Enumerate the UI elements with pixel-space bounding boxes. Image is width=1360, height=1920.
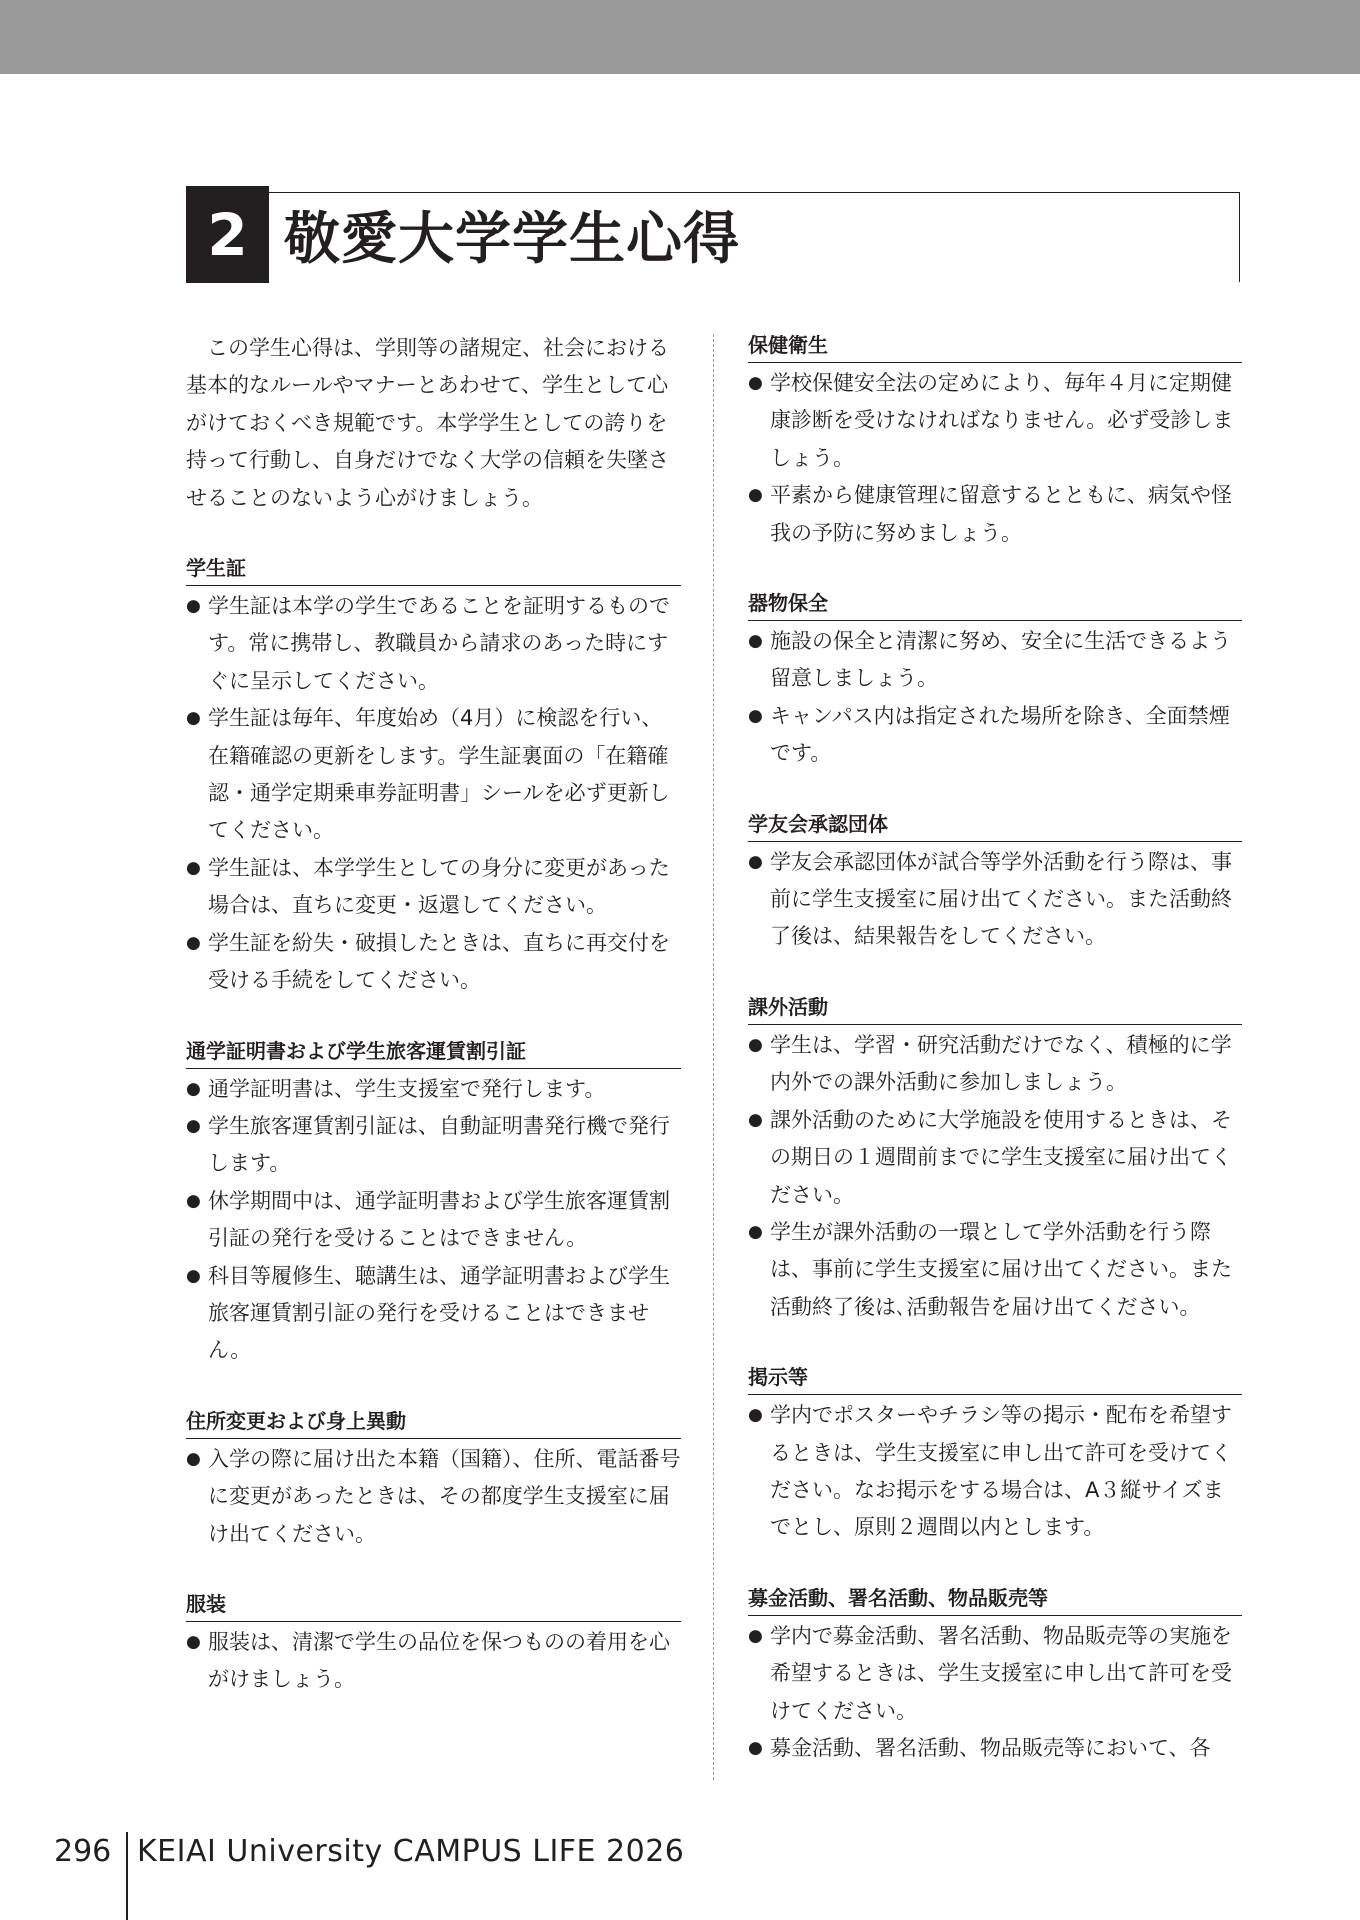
- section-heading: 掲示等: [748, 1362, 1242, 1395]
- column-divider: [713, 334, 714, 1780]
- section-heading: 課外活動: [748, 992, 1242, 1025]
- bullet-item: ● 募金活動、署名活動、物品販売等において、各: [748, 1730, 1242, 1767]
- section-heading: 器物保全: [748, 588, 1242, 621]
- bullet-list: [748, 844, 1242, 956]
- right-column: [748, 330, 1242, 1767]
- bullet-list: [186, 588, 681, 999]
- bullet-item: ● 学内でポスターやチラシ等の掲示・配布を希望するときは、学生支援室に申し出て許可を受けてください。なお掲示をする場合は、A３縦サイズまでとし、原則２週間以内とします。: [748, 1397, 1242, 1547]
- section: [748, 992, 1242, 1326]
- bullet-list: [748, 365, 1242, 552]
- bullet-list: [186, 1441, 681, 1553]
- section: [186, 1036, 681, 1370]
- bullet-item: ● 学生が課外活動の一環として学外活動を行う際は、事前に学生支援室に届け出てください。また活動終了後は､活動報告を届け出てください。: [748, 1214, 1242, 1326]
- bullet-list: [748, 1618, 1242, 1768]
- section: [748, 809, 1242, 956]
- intro-paragraph: この学生心得は、学則等の諸規定、社会における基本的なルールやマナーとあわせて、学生として心がけておくべき規範です。本学学生としての誇りを持って行動し、自身だけでなく大学の信頼を失墜させることのないよう心がけましょう。: [186, 336, 669, 510]
- bullet-item: ● 学生証を紛失・破損したときは、直ちに再交付を受ける手続をしてください。: [186, 925, 681, 1000]
- bullet-item: ● 学生は、学習・研究活動だけでなく、積極的に学内外での課外活動に参加しましょう。: [748, 1027, 1242, 1102]
- bullet-item: ● 学友会承認団体が試合等学外活動を行う際は、事前に学生支援室に届け出てください。また活動終了後は、結果報告をしてください。: [748, 844, 1242, 956]
- left-column: [186, 330, 681, 1699]
- bullet-item: ● 課外活動のために大学施設を使用するときは、その期日の１週間前までに学生支援室に届け出てください。: [748, 1102, 1242, 1214]
- bullet-item: ● 科目等履修生、聴講生は、通学証明書および学生旅客運賃割引証の発行を受けることはできません。: [186, 1258, 681, 1370]
- section-heading: 学生証: [186, 553, 681, 586]
- bullet-item: ● 平素から健康管理に留意するとともに、病気や怪我の予防に努めましょう。: [748, 477, 1242, 552]
- section-heading: 募金活動、署名活動、物品販売等: [748, 1583, 1242, 1616]
- bullet-item: ● 学校保健安全法の定めにより、毎年４月に定期健康診断を受けなければなりません。必ず受診しましょう。: [748, 365, 1242, 477]
- bullet-item: ● 学生証は毎年、年度始め（4月）に検認を行い、在籍確認の更新をします。学生証裏面の「在籍確認・通学定期乗車券証明書」シールを必ず更新してください。: [186, 700, 681, 850]
- bullet-list: [748, 623, 1242, 773]
- left-sections: [186, 553, 681, 1699]
- right-sections: [748, 330, 1242, 1767]
- section: [748, 588, 1242, 773]
- section-heading: 学友会承認団体: [748, 809, 1242, 842]
- publication-title: KEIAI University CAMPUS LIFE 2026: [137, 1834, 685, 1869]
- bullet-item: ● 学内で募金活動、署名活動、物品販売等の実施を希望するときは、学生支援室に申し出て許可を受けてください。: [748, 1618, 1242, 1730]
- bullet-item: ● キャンパス内は指定された場所を除き、全面禁煙です。: [748, 698, 1242, 773]
- section-heading: 住所変更および身上異動: [186, 1406, 681, 1439]
- section-heading: 服装: [186, 1589, 681, 1622]
- section: [186, 1589, 681, 1699]
- section: [748, 1362, 1242, 1547]
- bullet-item: ● 学生証は本学の学生であることを証明するものです。常に携帯し、教職員から請求のあった時にすぐに呈示してください。: [186, 588, 681, 700]
- bullet-list: [186, 1624, 681, 1699]
- bullet-list: [186, 1071, 681, 1370]
- bullet-list: [748, 1027, 1242, 1326]
- section: [186, 1406, 681, 1553]
- section: [748, 1583, 1242, 1768]
- section-heading: 通学証明書および学生旅客運賃割引証: [186, 1036, 681, 1069]
- bullet-item: ● 服装は、清潔で学生の品位を保つものの着用を心がけましょう。: [186, 1624, 681, 1699]
- page-title: 敬愛大学学生心得: [284, 207, 740, 272]
- footer-divider: [126, 1832, 128, 1920]
- bullet-item: ● 施設の保全と清潔に努め、安全に生活できるよう留意しましょう。: [748, 623, 1242, 698]
- bullet-item: ● 休学期間中は、通学証明書および学生旅客運賃割引証の発行を受けることはできません。: [186, 1183, 681, 1258]
- page-number: 296: [54, 1834, 112, 1869]
- section: [748, 330, 1242, 552]
- chapter-number: 2: [186, 186, 269, 283]
- bullet-item: ● 学生旅客運賃割引証は、自動証明書発行機で発行します。: [186, 1108, 681, 1183]
- bullet-item: ● 入学の際に届け出た本籍（国籍）、住所、電話番号に変更があったときは、その都度学生支援室に届け出てください。: [186, 1441, 681, 1553]
- bullet-item: ● 通学証明書は、学生支援室で発行します。: [186, 1071, 681, 1108]
- top-band: [0, 0, 1360, 74]
- section: [186, 553, 681, 999]
- section-heading: 保健衛生: [748, 330, 1242, 363]
- bullet-item: ● 学生証は、本学学生としての身分に変更があった場合は、直ちに変更・返還してください。: [186, 850, 681, 925]
- bullet-list: [748, 1397, 1242, 1547]
